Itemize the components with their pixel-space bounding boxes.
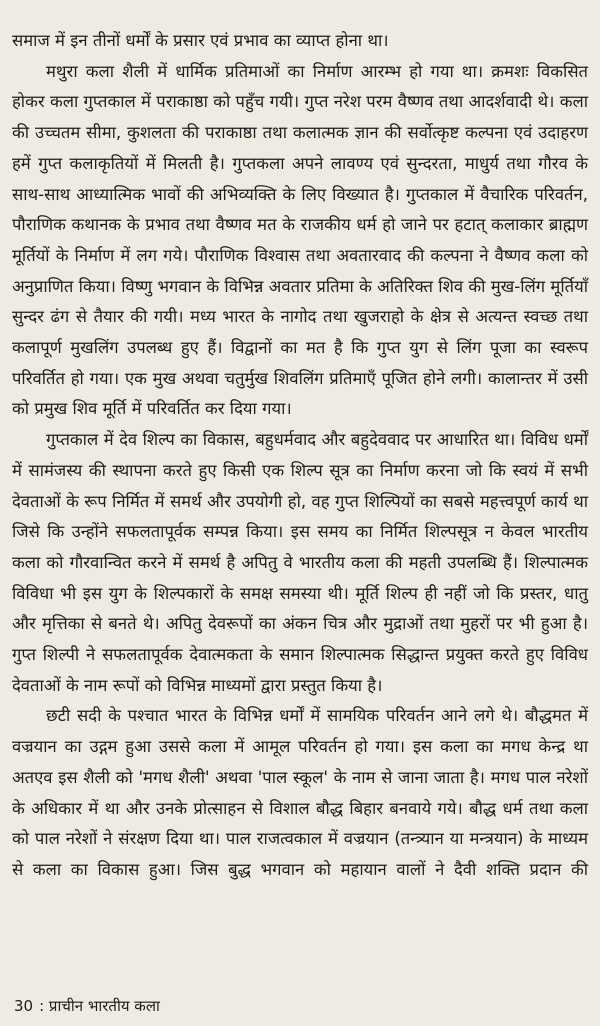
paragraph-continuation: समाज में इन तीनों धर्मों के प्रसार एवं प्रभाव का व्याप्त होना था। xyxy=(12,31,389,50)
paragraph-pala-school: छटी सदी के पश्चात भारत के विभिन्न धर्मों में सामयिक परिवर्तन आने लगे थे। बौद्धमत में वज्रयान का उद्गम हुआ उससे कला में आमूल परिवर्तन हो गया। इस कला का मगध केन्द्र था अतएव इस शैली को 'मगध शैली' अथवा 'पाल स्कूल' के नाम से जाना जाता है। मगध पाल नरेशों के अधिकार में था और उनके प्रोत्साहन से विशाल बौद्ध बिहार बनवाये गये। बौद्ध धर्म तथा कला को पाल नरेशों ने संरक्षण दिया था। पाल राजत्वकाल में वज्रयान (तन्त्र्यान या मन्त्रयान) के माध्यम से कला का विकास हुआ। जिस बुद्ध भगवान को महायान वालों ने दैवी शक्ति प्रदान की xyxy=(12,706,588,879)
page-footer xyxy=(14,996,160,1016)
running-title: : प्राचीन भारतीय कला xyxy=(39,997,160,1015)
paragraph-mathura-gupta-art: मथुरा कला शैली में धार्मिक प्रतिमाओं का निर्माण आरम्भ हो गया था। क्रमशः विकसित होकर कला गुप्तकाल में पराकाष्ठा को पहुँच गयी। गुप्त नरेश परम वैष्णव तथा आदर्शवादी थे। कला की उच्चतम सीमा, कुशलता की पराकाष्ठा तथा कलात्मक ज्ञान की सर्वोत्कृष्ट कल्पना एवं उदाहरण हमें गुप्त कलाकृतियों में मिलती है। गुप्तकला अपने लावण्य एवं सुन्दरता, माधुर्य तथा गौरव के साथ-साथ आध्यात्मिक भावों की अभिव्यक्ति के लिए विख्यात है। गुप्तकाल में वैचारिक परिवर्तन, पौराणिक कथानक के प्रभाव तथा वैष्णव मत के राजकीय धर्म हो जाने पर हटात् कलाकार ब्राह्मण मूर्तियों के निर्माण में लग गये। पौराणिक विश्वास तथा अवतारवाद की कल्पना ने वैष्णव कला को अनुप्राणित किया। विष्णु भगवान के विभिन्न अवतार प्रतिमा के अतिरिक्त शिव की मुख-लिंग मूर्तियाँ सुन्दर ढंग से तैयार की गयी। मध्य भारत के नागोद तथा खुजराहो के क्षेत्र से अत्यन्त स्वच्छ तथा कलापूर्ण मुखलिंग उपलब्ध हुए हैं। विद्वानों का मत है कि गुप्त युग से लिंग पूजा का स्वरूप परिवर्तित हो गया। एक मुख अथवा चतुर्मुख शिवलिंग प्रतिमाएँ पूजित होने लगी। कालान्तर में उसी को प्रमुख शिव मूर्ति में परिवर्तित कर दिया गया। xyxy=(12,61,588,419)
page-number: 30 xyxy=(14,997,34,1015)
paragraph-gupta-deity-craft: गुप्तकाल में देव शिल्प का विकास, बहुधर्मवाद और बहुदेववाद पर आधारित था। विविध धर्मों में सामंजस्य की स्थापना करते हुए किसी एक शिल्प सूत्र का निर्माण करना जो कि स्वयं में सभी देवताओं के रूप निर्मित में समर्थ और उपयोगी हो, वह गुप्त शिल्पियों का सबसे महत्त्वपूर्ण कार्य था जिसे कि उन्होंने सफलतापूर्वक सम्पन्न किया। इस समय का निर्मित शिल्पसूत्र न केवल भारतीय कला को गौरवान्वित करने में समर्थ है अपितु वे भारतीय कला की महती उपलब्धि हैं। शिल्पात्मक विविधा भी इस युग के शिल्पकारों के समक्ष समस्या थी। मूर्ति शिल्प ही नहीं जो कि प्रस्तर, धातु और मृत्तिका से बनते थे। अपितु देवरूपों का अंकन चित्र और मुद्राओं तथा मुहरों पर भी हुआ है। गुप्त शिल्पी ने सफलतापूर्वक देवात्मकता के समान शिल्पात्मक सिद्धान्त प्रयुक्त करते हुए विविध देवताओं के नाम रूपों को विभिन्न माध्यमों द्वारा प्रस्तुत किया है। xyxy=(12,430,588,695)
